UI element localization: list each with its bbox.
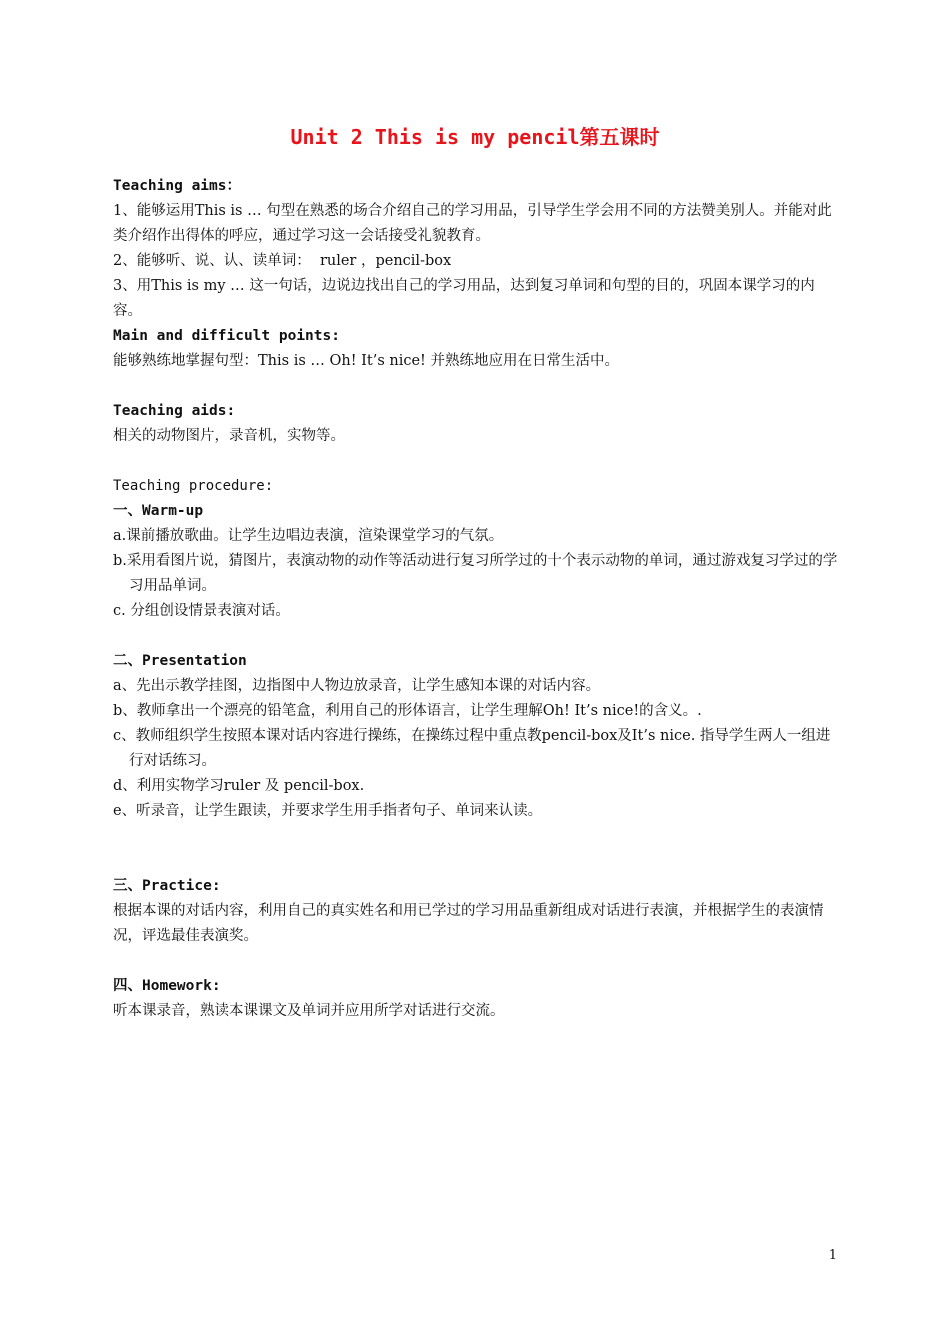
presentation-heading: 二、Presentation: [113, 653, 247, 669]
presentation-item: e、听录音，让学生跟读，并要求学生用手指者句子、单词来认读。: [113, 803, 543, 819]
teaching-aim-item: 3、用This is my … 这一句话，边说边找出自己的学习用品，达到复习单词和句型的目的，巩固本课学习的内容。: [113, 278, 815, 319]
teaching-aims-heading: Teaching aims：: [113, 178, 241, 194]
document-title: Unit 2 This is my pencil第五课时: [290, 125, 660, 149]
main-points-text: 能够熟练地掌握句型：This is … Oh! It’s nice! 并熟练地应用在日常生活中。: [113, 353, 619, 369]
spacer: [113, 824, 839, 874]
practice-heading: 三、Practice:: [113, 878, 221, 894]
spacer: [113, 449, 839, 474]
procedure-heading: Teaching procedure:: [113, 478, 274, 494]
warmup-item: b.采用看图片说，猜图片，表演动物的动作等活动进行复习所学过的十个表示动物的单词，通过游戏复习学过的学习用品单词。: [113, 553, 838, 594]
spacer: [113, 624, 839, 649]
presentation-item: c、教师组织学生按照本课对话内容进行操练，在操练过程中重点教pencil-box及It’s nice. 指导学生两人一组进行对话练习。: [113, 728, 831, 769]
main-points-heading: Main and difficult points:: [113, 328, 340, 344]
teaching-aids-text: 相关的动物图片，录音机，实物等。: [113, 428, 345, 444]
teaching-aids-heading: Teaching aids:: [113, 403, 236, 419]
presentation-item: d、利用实物学习ruler 及 pencil-box.: [113, 778, 365, 794]
page-number: 1: [828, 1248, 837, 1263]
practice-text: 根据本课的对话内容，利用自己的真实姓名和用已学过的学习用品重新组成对话进行表演，并根据学生的表演情况，评选最佳表演奖。: [113, 903, 824, 944]
warmup-heading: 一、Warm-up: [113, 503, 204, 519]
document-body: [113, 174, 839, 1024]
homework-heading: 四、Homework:: [113, 978, 221, 994]
teaching-aim-item: 2、能够听、说、认、读单词： ruler ，pencil-box: [113, 253, 452, 269]
warmup-item: a.课前播放歌曲。让学生边唱边表演，渲染课堂学习的气氛。: [113, 528, 504, 544]
presentation-item: a、先出示教学挂图，边指图中人物边放录音，让学生感知本课的对话内容。: [113, 678, 601, 694]
presentation-item: b、教师拿出一个漂亮的铅笔盒，利用自己的形体语言，让学生理解Oh! It’s nice!的含义。.: [113, 703, 702, 719]
spacer: [113, 949, 839, 974]
teaching-aim-item: 1、能够运用This is … 句型在熟悉的场合介绍自己的学习用品，引导学生学会用不同的方法赞美别人。并能对此类介绍作出得体的呼应，通过学习这一会话接受礼貌教育。: [113, 203, 832, 244]
homework-text: 听本课录音，熟读本课课文及单词并应用所学对话进行交流。: [113, 1003, 505, 1019]
warmup-item: c. 分组创设情景表演对话。: [113, 603, 290, 619]
spacer: [113, 374, 839, 399]
